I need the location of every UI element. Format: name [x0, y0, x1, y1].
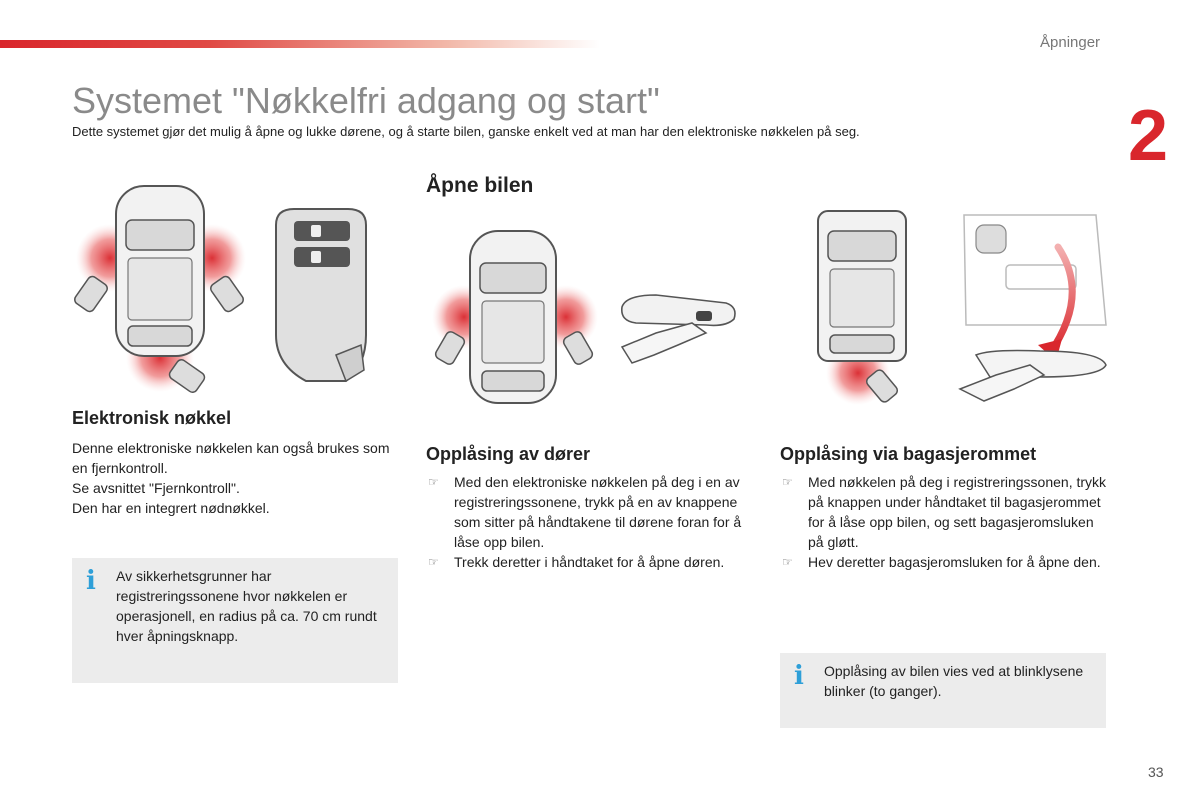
pointing-hand-icon: ☞: [428, 555, 439, 569]
safety-info-box: [72, 558, 398, 683]
list-item: [780, 472, 1110, 552]
electronic-key-paragraph: Den har en integrert nødnøkkel.: [72, 500, 270, 516]
step-text: Med den elektroniske nøkkelen på deg i en av registreringssonene, trykk på en av knappene som sitter på håndtakene til dørene foran for å låse opp bilen.: [454, 474, 742, 550]
blinkers-info-box: [780, 653, 1106, 728]
door-unlock-illustration: [426, 215, 746, 415]
section-label: Åpninger: [1040, 34, 1101, 51]
step-text: Med nøkkelen på deg i registreringssonen, trykk på knappen under håndtaket til bagasjerommet for å låse opp bilen, og sett bagasjeromsluken på gløtt.: [808, 474, 1107, 550]
electronic-key-text: [72, 438, 398, 518]
list-item: [780, 552, 1110, 572]
open-car-heading: Åpne bilen: [426, 174, 534, 197]
boot-unlock-heading: Opplåsing via bagasjerommet: [780, 444, 1037, 464]
boot-unlock-illustration: [800, 205, 1120, 415]
chapter-number: 2: [1128, 96, 1169, 176]
pointing-hand-icon: ☞: [782, 475, 793, 489]
step-text: Trekk deretter i håndtaket for å åpne døren.: [454, 554, 725, 570]
door-unlock-heading: Opplåsing av dører: [426, 444, 591, 464]
safety-info-text: Av sikkerhetsgrunner har registreringssonene hvor nøkkelen er operasjonell, en radius på ca. 70 cm rundt hver åpningsknapp.: [116, 568, 377, 644]
pointing-hand-icon: ☞: [782, 555, 793, 569]
boot-unlock-steps: [780, 472, 1110, 572]
page-number: 33: [1148, 764, 1164, 780]
step-text: Hev deretter bagasjeromsluken for å åpne den.: [808, 554, 1101, 570]
electronic-key-paragraph: Denne elektroniske nøkkelen kan også brukes som en fjernkontroll.: [72, 440, 390, 476]
key-fob-illustration: [266, 205, 376, 390]
car-key-zones-illustration: [72, 180, 252, 400]
info-icon: i: [794, 661, 804, 691]
page-title: Systemet "Nøkkelfri adgang og start": [72, 80, 660, 121]
blinkers-info-text: Opplåsing av bilen vies ved at blinklysene blinker (to ganger).: [824, 663, 1084, 699]
intro-text: Dette systemet gjør det mulig å åpne og lukke dørene, og å starte bilen, ganske enkelt ved at man har den elektroniske nøkkelen på seg.: [72, 124, 860, 139]
list-item: [426, 472, 756, 552]
header-accent-bar: [0, 40, 600, 48]
door-unlock-steps: [426, 472, 756, 572]
info-icon: i: [86, 566, 96, 596]
list-item: [426, 552, 756, 572]
pointing-hand-icon: ☞: [428, 475, 439, 489]
electronic-key-paragraph: Se avsnittet "Fjernkontroll".: [72, 480, 240, 496]
electronic-key-heading: Elektronisk nøkkel: [72, 408, 232, 428]
